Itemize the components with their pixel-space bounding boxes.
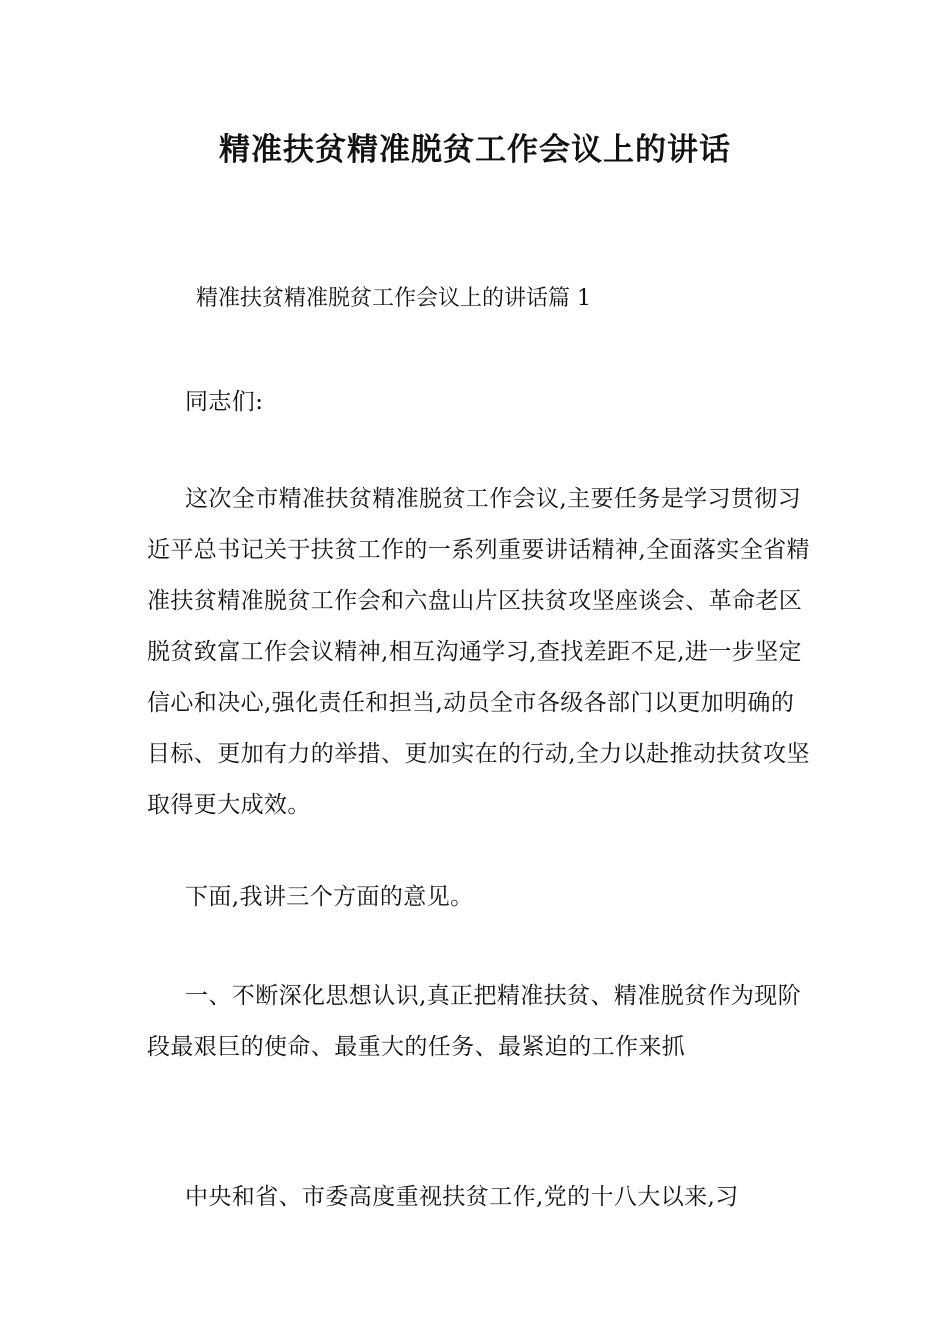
- body-paragraph: 中央和省、市委高度重视扶贫工作,党的十八大以来,习: [185, 1184, 739, 1210]
- document-title: 精准扶贫精准脱贫工作会议上的讲话: [219, 132, 731, 168]
- document-subtitle: 精准扶贫精准脱贫工作会议上的讲话篇 1: [196, 286, 591, 311]
- section-heading-1: 一、不断深化思想认识,真正把精准扶贫、精准脱贫作为现阶段最艰巨的使命、最重大的任务、最紧迫的工作来抓: [147, 983, 802, 1060]
- greeting-paragraph: 同志们:: [185, 389, 264, 415]
- outline-paragraph: 下面,我讲三个方面的意见。: [185, 884, 474, 910]
- intro-paragraph: 这次全市精准扶贫精准脱贫工作会议,主要任务是学习贯彻习近平总书记关于扶贫工作的一系列重要讲话精神,全面落实全省精准扶贫精准脱贫工作会和六盘山片区扶贫攻坚座谈会、革命老区脱贫致富工作会议精神,相互沟通学习,查找差距不足,进一步坚定信心和决心,强化责任和担当,动员全市各级各部门以更加明确的目标、更加有力的举措、更加实在的行动,全力以赴推动扶贫攻坚取得更大成效。: [147, 486, 810, 818]
